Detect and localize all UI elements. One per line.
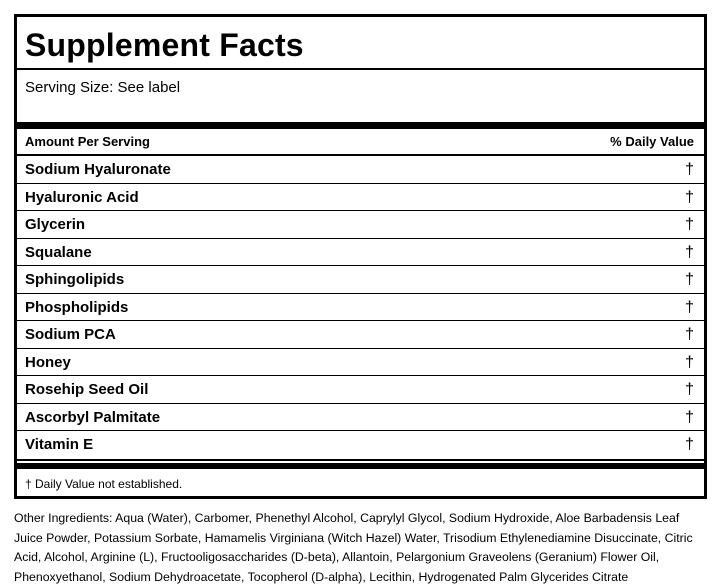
ingredient-row [17,349,704,377]
ingredient-daily-value: † [685,381,694,398]
ingredient-daily-value: † [685,298,694,316]
ingredient-name: Phospholipids [25,298,129,316]
ingredient-name: Sodium PCA [25,326,116,343]
ingredient-daily-value: † [685,271,694,288]
ingredient-daily-value: † [685,326,694,343]
ingredient-row [17,431,704,459]
ingredient-row [17,266,704,294]
ingredient-row [17,211,704,239]
ingredient-name: Hyaluronic Acid [25,188,139,206]
panel-title: Supplement Facts [25,27,304,63]
ingredient-name: Ascorbyl Palmitate [25,408,161,426]
ingredient-daily-value: † [685,216,694,233]
bottom-divider [17,459,704,469]
ingredient-list [17,156,704,459]
other-ingredients: Other Ingredients: Aqua (Water), Carbomer, Phenethyl Alcohol, Caprylyl Glycol, Sodium Hydroxide, Aloe Barbadensis Leaf Juice Powder, Potassium Sorbate, Hamamelis Virginiana (Witch Hazel) Water, Trisodium Ethylenediamine Disuccinate, Citric Acid, Alcohol, Arginine (L), Fructooligosaccharides (D-beta), Allantoin, Pelargonium Graveolens (Geranium) Flower Oil, Phenoxyethanol, Sodium Dehydroacetate, Tocopherol (D-alpha), Lecithin, Hydrogenated Palm Glycerides Citrate [14,511,693,584]
ingredient-row [17,184,704,212]
ingredient-row [17,294,704,322]
serving-size: Serving Size: See label [25,79,181,96]
ingredient-name: Honey [25,353,71,371]
ingredient-daily-value: † [685,188,694,206]
ingredient-row [17,239,704,267]
ingredient-name: Rosehip Seed Oil [25,381,149,398]
ingredient-daily-value: † [685,408,694,426]
supplement-facts-panel [14,14,707,499]
ingredient-row [17,156,704,184]
column-header [17,131,704,154]
ingredient-row [17,321,704,349]
daily-value-label: % Daily Value [610,134,694,149]
ingredient-name: Vitamin E [25,436,94,453]
ingredient-daily-value: † [685,243,694,261]
ingredient-name: Glycerin [25,216,86,233]
thick-divider [17,122,704,129]
amount-per-serving-label: Amount Per Serving [25,134,150,149]
ingredient-name: Sphingolipids [25,271,125,288]
daily-value-footnote: † Daily Value not established. [25,477,183,491]
ingredient-row [17,376,704,404]
ingredient-daily-value: † [685,161,694,178]
title-divider [17,68,704,70]
ingredient-daily-value: † [685,436,694,453]
ingredient-row [17,404,704,432]
ingredient-name: Sodium Hyaluronate [25,161,171,178]
ingredient-name: Squalane [25,243,92,261]
ingredient-daily-value: † [685,353,694,371]
